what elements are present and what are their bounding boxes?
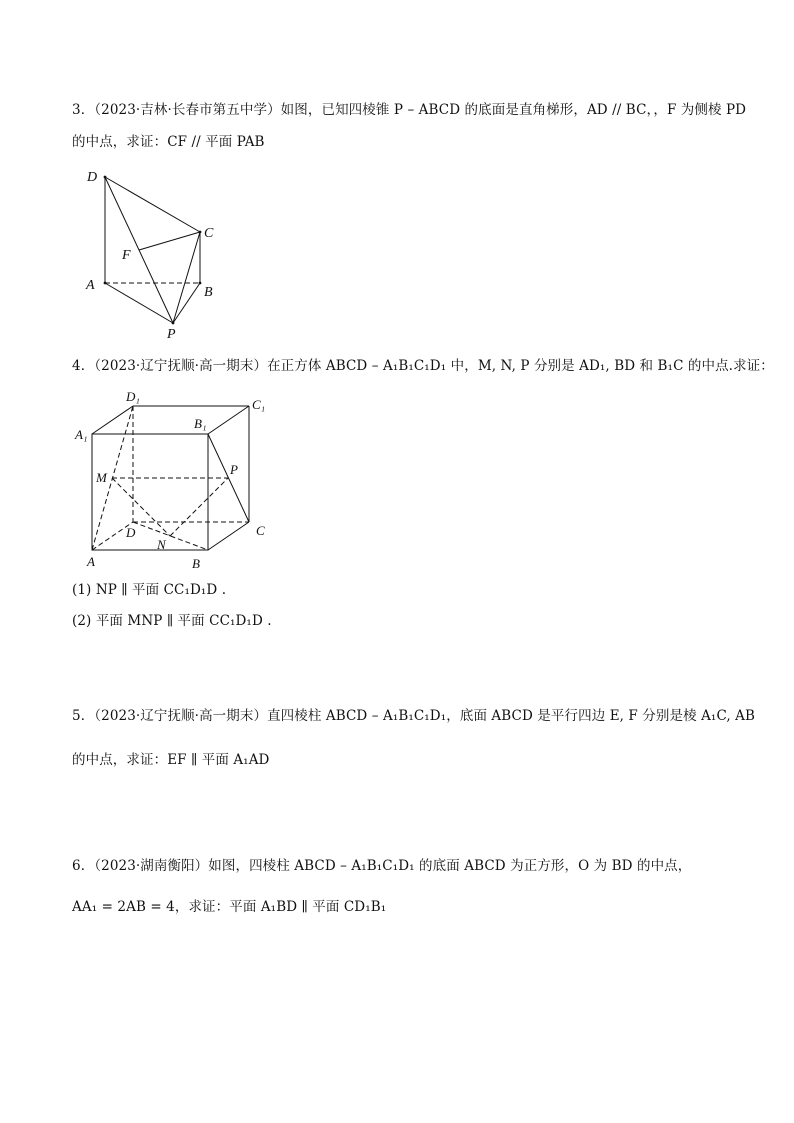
problem-4-line-1: 4．（2023·辽宁抚顺·高一期末）在正方体 ABCD – A₁B₁C₁D₁ 中，M, N, P 分别是 AD₁, BD 和 B₁C 的中点.求证：	[72, 358, 774, 374]
problem-5-line-2: 的中点，求证：EF ∥ 平面 A₁AD	[72, 752, 270, 768]
label-C: C	[204, 226, 214, 241]
label-M: M	[96, 470, 107, 485]
label-B1: B₁	[194, 416, 207, 431]
problem-3-line-1: 3．（2023·吉林·长春市第五中学）如图，已知四棱锥 P – ABCD 的底面是直角梯形，AD // BC，，F 为侧棱 PD	[72, 102, 747, 118]
edge-BP	[173, 283, 200, 323]
edge-AP	[105, 283, 173, 323]
problem-4-part-2: (2) 平面 MNP ∥ 平面 CC₁D₁D .	[72, 613, 272, 629]
problem-6-line-1: 6．（2023·湖南衡阳）如图，四棱柱 ABCD – A₁B₁C₁D₁ 的底面 ABCD 为正方形，O 为 BD 的中点，	[72, 858, 692, 874]
label-C: C	[256, 523, 265, 538]
label-A: A	[86, 278, 95, 293]
problem-4-part-1: (1) NP ∥ 平面 CC₁D₁D .	[72, 582, 227, 598]
edge-CP	[173, 232, 200, 323]
segment-FC	[139, 232, 200, 250]
label-C1: C₁	[252, 397, 266, 412]
problem-3-line-2: 的中点，求证：CF // 平面 PAB	[72, 134, 265, 150]
edge-DC	[105, 177, 200, 232]
label-D: D	[87, 170, 98, 185]
label-F: F	[122, 248, 131, 263]
problem-5-line-1: 5．（2023·辽宁抚顺·高一期末）直四棱柱 ABCD – A₁B₁C₁D₁，底面 ABCD 是平行四边 E, F 分别是棱 A₁C, AB	[72, 708, 756, 724]
label-D1: D₁	[126, 389, 140, 404]
label-B: B	[204, 285, 213, 300]
pyramid-figure	[80, 165, 230, 345]
label-A: A	[87, 554, 95, 569]
label-P: P	[230, 462, 238, 477]
cube-figure	[70, 388, 280, 578]
cube-front-face	[92, 434, 208, 550]
label-A1: A₁	[75, 427, 88, 442]
label-B: B	[192, 556, 200, 571]
label-P: P	[167, 327, 176, 342]
problem-6-line-2: AA₁ = 2AB = 4，求证：平面 A₁BD ∥ 平面 CD₁B₁	[72, 899, 387, 915]
label-N: N	[157, 537, 166, 552]
label-D: D	[126, 525, 136, 540]
